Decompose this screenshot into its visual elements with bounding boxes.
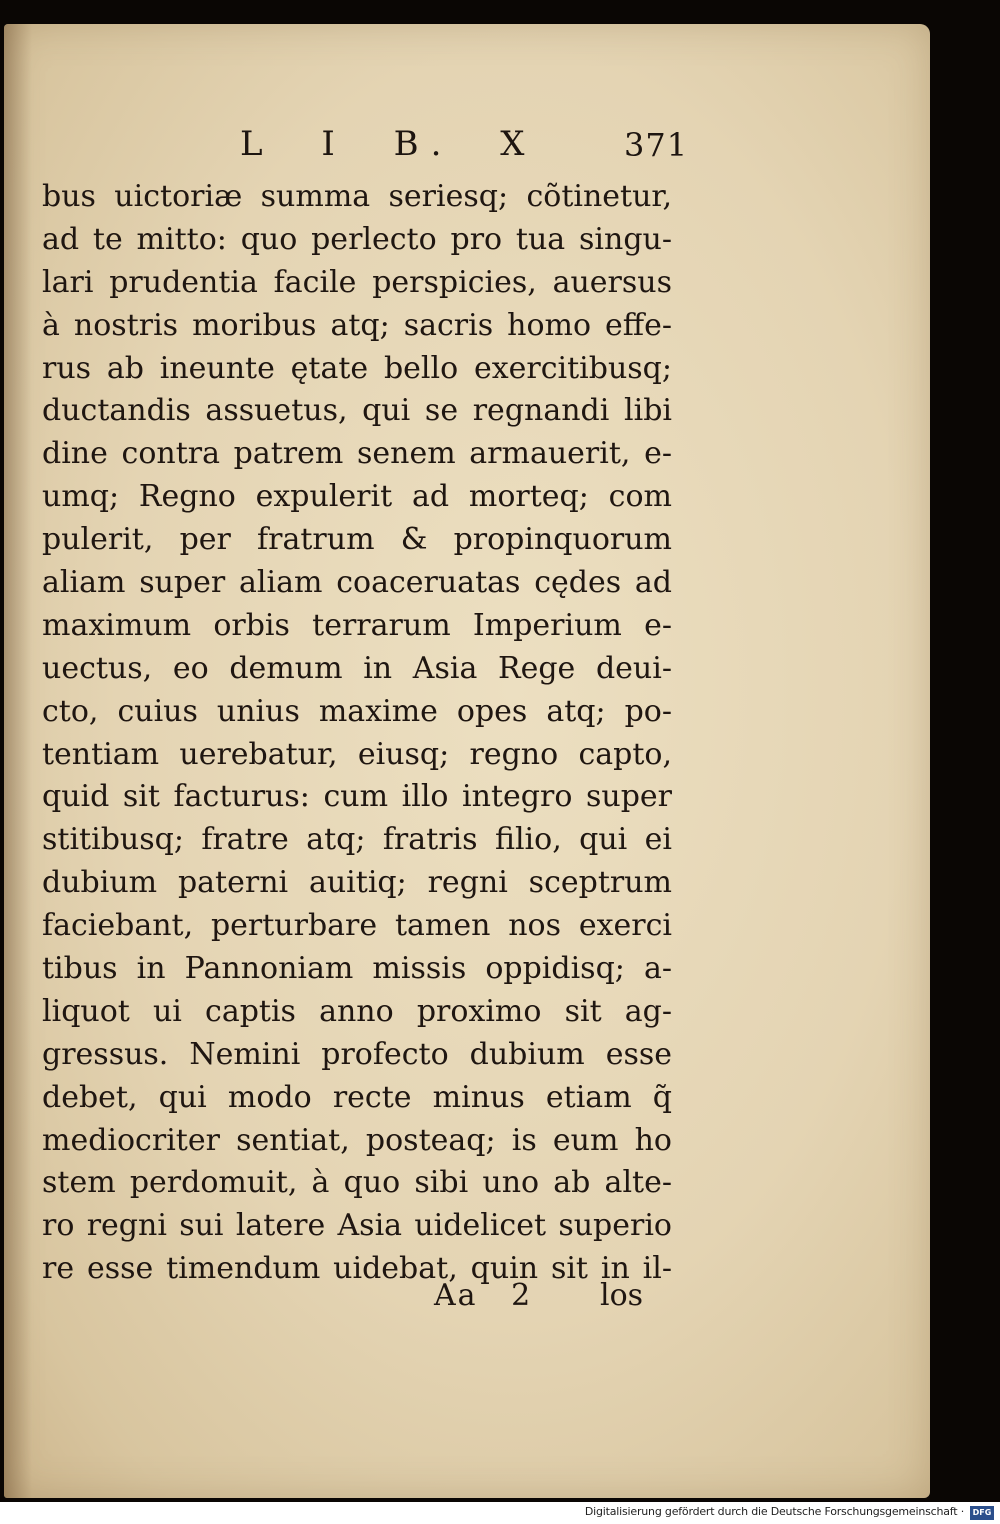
digitization-footer (0, 1502, 1000, 1524)
text-line: ro regni sui latere Asia uidelicet superio (42, 1208, 672, 1244)
text-line: liquot ui captis anno proximo sit ag- (42, 993, 672, 1029)
text-line: dubium paterni auitiq; regni sceptrum (42, 865, 672, 901)
page-header (4, 124, 930, 174)
text-line: stitibusq; fratre atq; fratris filio, qui ei (42, 822, 672, 858)
signature-mark: Aa 2 (434, 1278, 533, 1313)
text-line: umq; Regno expulerit ad morteq; com (42, 479, 672, 515)
text-line: mediocriter sentiat, posteaq; is eum ho (42, 1122, 672, 1158)
text-line: uectus, eo demum in Asia Rege deui- (42, 650, 672, 686)
text-line: faciebant, perturbare tamen nos exerci (42, 908, 672, 944)
text-line: stem perdomuit, à quo sibi uno ab alte- (42, 1165, 672, 1201)
catchword: los (600, 1278, 644, 1313)
text-line: aliam super aliam coaceruatas cędes ad (42, 565, 672, 601)
dfg-logo-icon: DFG (970, 1506, 994, 1520)
text-line: debet, qui modo recte minus etiam q̃ (42, 1079, 672, 1115)
spine-shadow (4, 24, 32, 1498)
page-number: 371 (624, 126, 689, 164)
text-line: quid sit facturus: cum illo integro super (42, 779, 672, 815)
text-line: re esse timendum uidebat, quin sit in il- (42, 1251, 672, 1287)
text-line: maximum orbis terrarum Imperium e- (42, 607, 672, 643)
book-page (4, 24, 930, 1498)
running-head: L I B. X (240, 124, 537, 164)
funding-credit: Digitalisierung gefördert durch die Deutsche Forschungsgemeinschaft · (584, 1505, 964, 1518)
text-line: cto, cuius unius maxime opes atq; po- (42, 693, 672, 729)
text-line: tentiam uerebatur, eiusq; regno capto, (42, 736, 672, 772)
text-line: dine contra patrem senem armauerit, e- (42, 436, 672, 472)
catchline (4, 1278, 930, 1324)
text-line: gressus. Nemini profecto dubium esse (42, 1036, 672, 1072)
text-block (42, 176, 672, 1291)
text-line: tibus in Pannoniam missis oppidisq; a- (42, 951, 672, 987)
text-line: à nostris moribus atq; sacris homo effe- (42, 307, 672, 343)
text-line: lari prudentia facile perspicies, auersus (42, 264, 672, 300)
text-line: ductandis assuetus, qui se regnandi libi (42, 393, 672, 429)
text-line: ad te mitto: quo perlecto pro tua singu- (42, 221, 672, 257)
text-line: bus uictoriæ summa seriesq; cõtinetur, (42, 179, 672, 214)
text-line: rus ab ineunte ętate bello exercitibusq; (42, 350, 672, 386)
text-line: pulerit, per fratrum & propinquorum (42, 522, 672, 558)
